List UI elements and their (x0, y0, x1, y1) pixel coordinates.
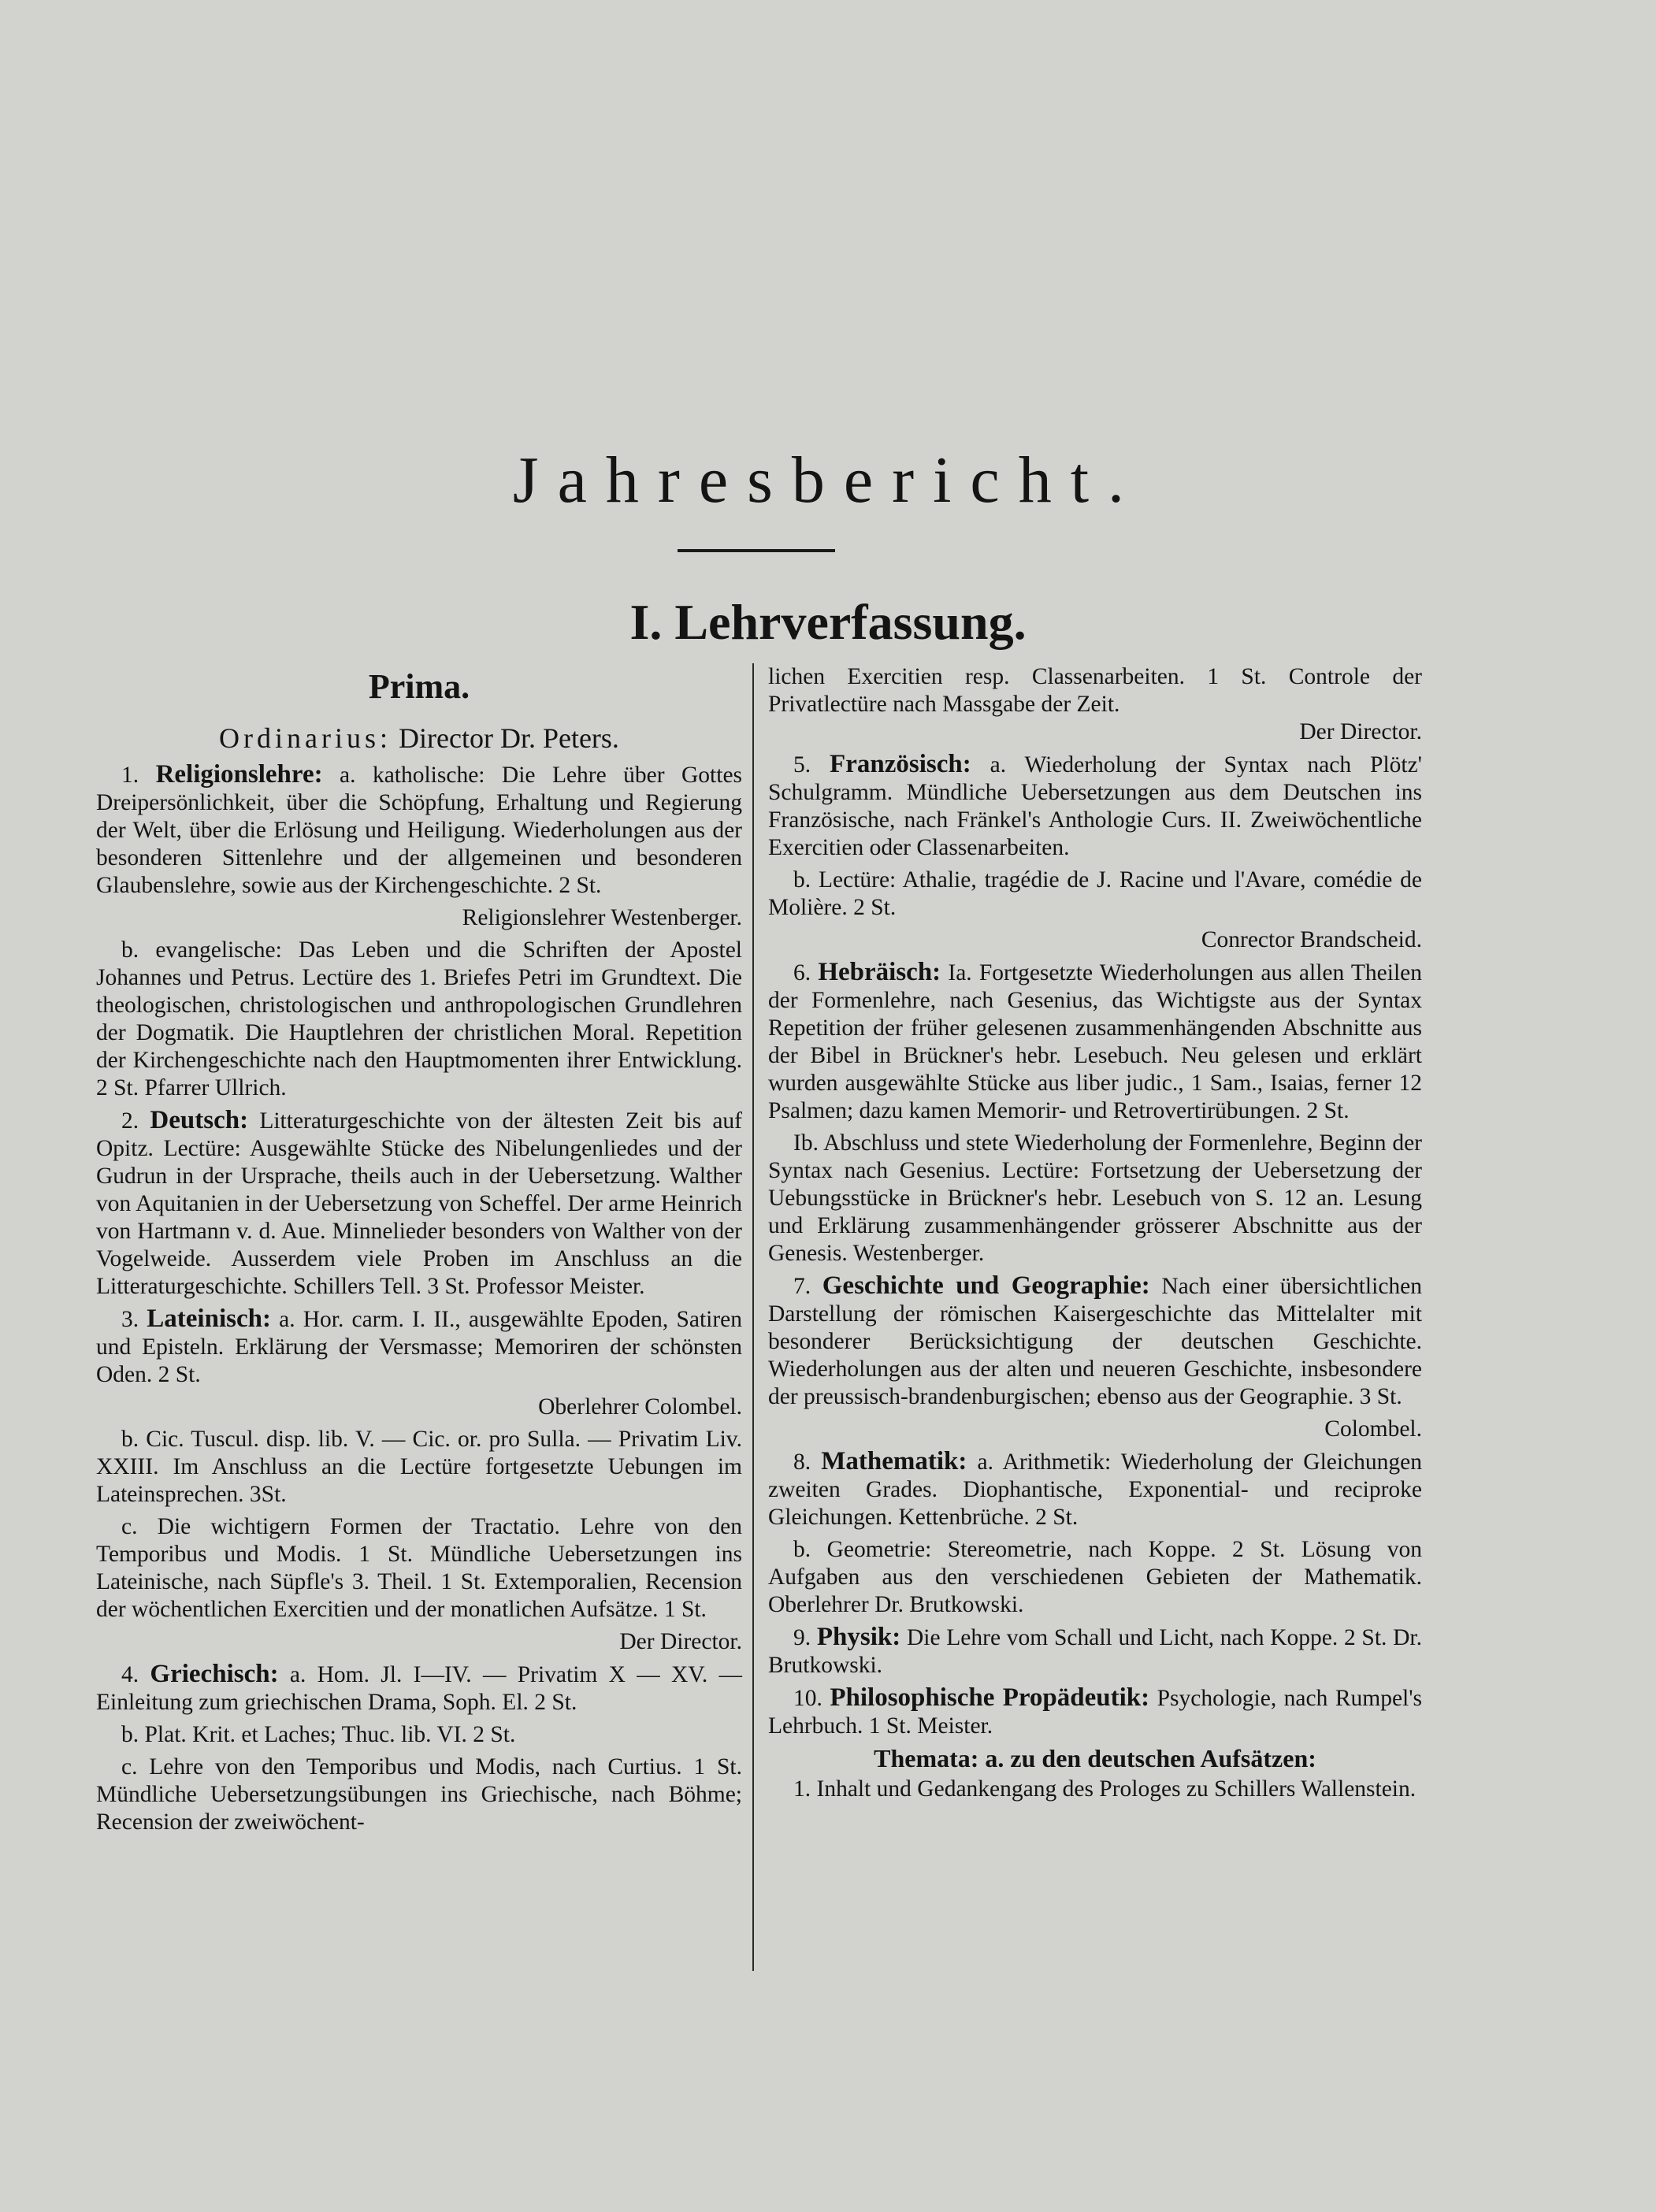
paragraph-religionslehre-b: b. evangelische: Das Leben und die Schriften der Apostel Johannes und Petrus. Lectüre des 1. Briefes Petri im Grundtext. Die theologischen, christologischen und anthropologischen Grundlehren der Dogmatik. Die Hauptlehren der christlichen Moral. Repetition der Kirchengeschichte nach den Hauptmomenten ihrer Entwicklung. 2 St. Pfarrer Ullrich. (96, 937, 742, 1100)
subject-heading: Philosophische Propädeutik: (830, 1683, 1150, 1712)
paragraph-text: Die Lehre vom Schall und Licht, nach Koppe. 2 St. Dr. Brutkowski. (768, 1625, 1423, 1678)
subject-heading: Französisch: (830, 750, 971, 778)
right-column (768, 663, 1422, 1808)
title-divider (678, 549, 835, 552)
teacher-name: Religionslehrer Westenberger. (462, 905, 742, 930)
column-divider (752, 663, 754, 1971)
teacher-name: Der Director. (1299, 719, 1422, 744)
paragraph-griechisch (96, 1661, 742, 1717)
item-number: 10. (793, 1686, 822, 1711)
themata-item: 1. Inhalt und Gedankengang des Prologes zu Schillers Wallenstein. (793, 1776, 1417, 1802)
item-number: 6. (793, 960, 811, 985)
paragraph-text: a. Wiederholung der Syntax nach Plötz' Schulgramm. Mündliche Uebersetzungen aus dem Deutschen ins Französische, nach Fränkel's Anthologie Curs. II. Zweiwöchentliche Exercitien oder Classenarbeiten. (768, 752, 1422, 860)
paragraph-franzoesisch (768, 751, 1422, 862)
paragraph-deutsch (96, 1107, 742, 1301)
paragraph-hebraeisch (768, 959, 1422, 1125)
teacher-name: Oberlehrer Colombel. (538, 1394, 742, 1420)
item-number: 4. (121, 1662, 139, 1687)
paragraph-text: Ia. Fortgesetzte Wiederholungen aus allen Theilen der Formenlehre, nach Gesenius, das Wichtigste aus der Syntax Repetition der früher gelesenen zusammenhängenden Abschnitte aus der Bibel in Brückner's hebr. Lesebuch. Neu gelesen und erklärt wurden ausgewählte Stücke aus liber judic., 1 Sam., Isaias, ferner 12 Psalmen; dazu kamen Memorir- und Retrovertirübungen. 2 St. (768, 960, 1423, 1123)
item-number: 3. (121, 1307, 139, 1332)
paragraph-text: a. Arithmetik: Wiederholung der Gleichungen zweiten Grades. Diophantische, Exponential- und reciproke Gleichungen. Kettenbrüche. 2 St. (768, 1449, 1423, 1530)
paragraph-text: Nach einer übersichtlichen Darstellung der römischen Kaisergeschichte das Mittelalter mit besonderer Berücksichtigung der deutschen Geschichte. Wiederholungen aus der alten und neueren Geschichte, insbesondere der preussisch-brandenburgischen; ebenso aus der Geographie. 3 St. (768, 1274, 1423, 1409)
paragraph-text: a. katholische: Die Lehre über Gottes Dreipersönlichkeit, über die Schöpfung, Erhaltung und Regierung der Welt, über die Erlösung und Heiligung. Wiederholungen aus der besonderen Sittenlehre und der allgemeinen und besonderen Glaubenslehre, sowie aus der Kirchengeschichte. 2 St. (96, 763, 743, 898)
paragraph-lateinisch-c: c. Die wichtigern Formen der Tractatio. Lehre von den Temporibus und Modis. 1 St. Mündliche Uebersetzungen ins Lateinische, nach Süpfle's 3. Theil. 1 St. Extemporalien, Recension der wöchentlichen Exercitien und der monatlichen Aufsätze. 1 St. (96, 1514, 742, 1622)
paragraph-griechisch-b: b. Plat. Krit. et Laches; Thuc. lib. VI. 2 St. (121, 1722, 516, 1747)
item-number: 2. (121, 1108, 139, 1134)
paragraph-geschichte (768, 1272, 1422, 1411)
document-title: Jahresbericht. (512, 444, 1144, 517)
subject-heading: Deutsch: (150, 1106, 249, 1134)
paragraph-religionslehre (96, 761, 742, 900)
item-number: 1. (121, 763, 139, 788)
themata-heading: Themata: a. zu den deutschen Aufsätzen: (874, 1744, 1316, 1772)
subject-heading: Religionslehre: (155, 760, 323, 789)
left-column (96, 663, 742, 1841)
paragraph-philosophie (768, 1684, 1422, 1740)
paragraph-franzoesisch-b: b. Lectüre: Athalie, tragédie de J. Racine und l'Avare, comédie de Molière. 2 St. (768, 867, 1422, 920)
paragraph-lateinisch (96, 1305, 742, 1389)
item-number: 9. (793, 1625, 811, 1650)
ordinarius-label: Ordinarius: (219, 722, 392, 754)
section-title: I. Lehrverfassung. (629, 594, 1027, 650)
subject-heading: Lateinisch: (147, 1305, 271, 1333)
paragraph-hebraeisch-b: Ib. Abschluss und stete Wiederholung der Formenlehre, Beginn der Syntax nach Gesenius. Lectüre: Fortsetzung der Uebersetzung der Uebungsstücke in Brückner's hebr. Lesebuch von S. 12 an. Lesung und Erklärung zusammenhängender grösserer Abschnitte aus der Genesis. Westenberger. (768, 1130, 1422, 1266)
teacher-name: Der Director. (619, 1629, 742, 1654)
paragraph-lateinisch-b: b. Cic. Tuscul. disp. lib. V. — Cic. or. pro Sulla. — Privatim Liv. XXIII. Im Anschluss an die Lectüre fortgesetzte Uebungen im Lateinsprechen. 3St. (96, 1427, 742, 1507)
paragraph-text: Psychologie, nach Rumpel's Lehrbuch. 1 St. Meister. (768, 1686, 1423, 1739)
paragraph-griechisch-c: c. Lehre von den Temporibus und Modis, nach Curtius. 1 St. Mündliche Uebersetzungsübungen ins Griechische, nach Böhme; Recension der zweiwöchent- (96, 1754, 742, 1835)
paragraph-text: a. Hor. carm. I. II., ausgewählte Epoden, Satiren und Episteln. Erklärung der Versmasse; Memoriren der schönsten Oden. 2 St. (96, 1307, 743, 1387)
paragraph-text: a. Hom. Jl. I—IV. — Privatim X — XV. — Einleitung zum griechischen Drama, Soph. El. 2 St. (96, 1662, 743, 1715)
subject-heading: Griechisch: (150, 1660, 279, 1688)
paragraph-text: Litteraturgeschichte von der ältesten Zeit bis auf Opitz. Lectüre: Ausgewählte Stücke des Nibelungenliedes und der Gudrun in der Ursprache, theils auch in der Uebersetzung. Walther von Aquitanien in der Uebersetzung von Scheffel. Der arme Heinrich von Hartmann v. d. Aue. Minnelieder besonders von Walther von der Vogelweide. Ausserdem viele Proben im Anschluss an die Litteraturgeschichte. Schillers Tell. 3 St. Professor Meister. (96, 1108, 742, 1299)
subject-heading: Physik: (816, 1623, 901, 1651)
subject-heading: Hebräisch: (818, 958, 941, 986)
item-number: 5. (793, 752, 811, 778)
paragraph-continuation: lichen Exercitien resp. Classenarbeiten. 1 St. Controle der Privatlectüre nach Massgabe der Zeit. (768, 664, 1422, 717)
paragraph-physik (768, 1624, 1422, 1679)
item-number: 7. (793, 1274, 811, 1299)
paragraph-mathematik-b: b. Geometrie: Stereometrie, nach Koppe. 2 St. Lösung von Aufgaben aus den verschiedenen Gebieten der Mathematik. Oberlehrer Dr. Brutkowski. (768, 1537, 1422, 1617)
subject-heading: Geschichte und Geographie: (822, 1271, 1150, 1300)
ordinarius-name: Director Dr. Peters. (399, 722, 619, 754)
subject-heading: Mathematik: (821, 1447, 967, 1475)
teacher-name: Colombel. (1324, 1416, 1422, 1442)
teacher-name: Conrector Brandscheid. (1201, 927, 1422, 952)
ordinarius-line (96, 720, 742, 756)
item-number: 8. (793, 1449, 811, 1475)
class-heading: Prima. (368, 667, 470, 706)
paragraph-mathematik (768, 1448, 1422, 1531)
